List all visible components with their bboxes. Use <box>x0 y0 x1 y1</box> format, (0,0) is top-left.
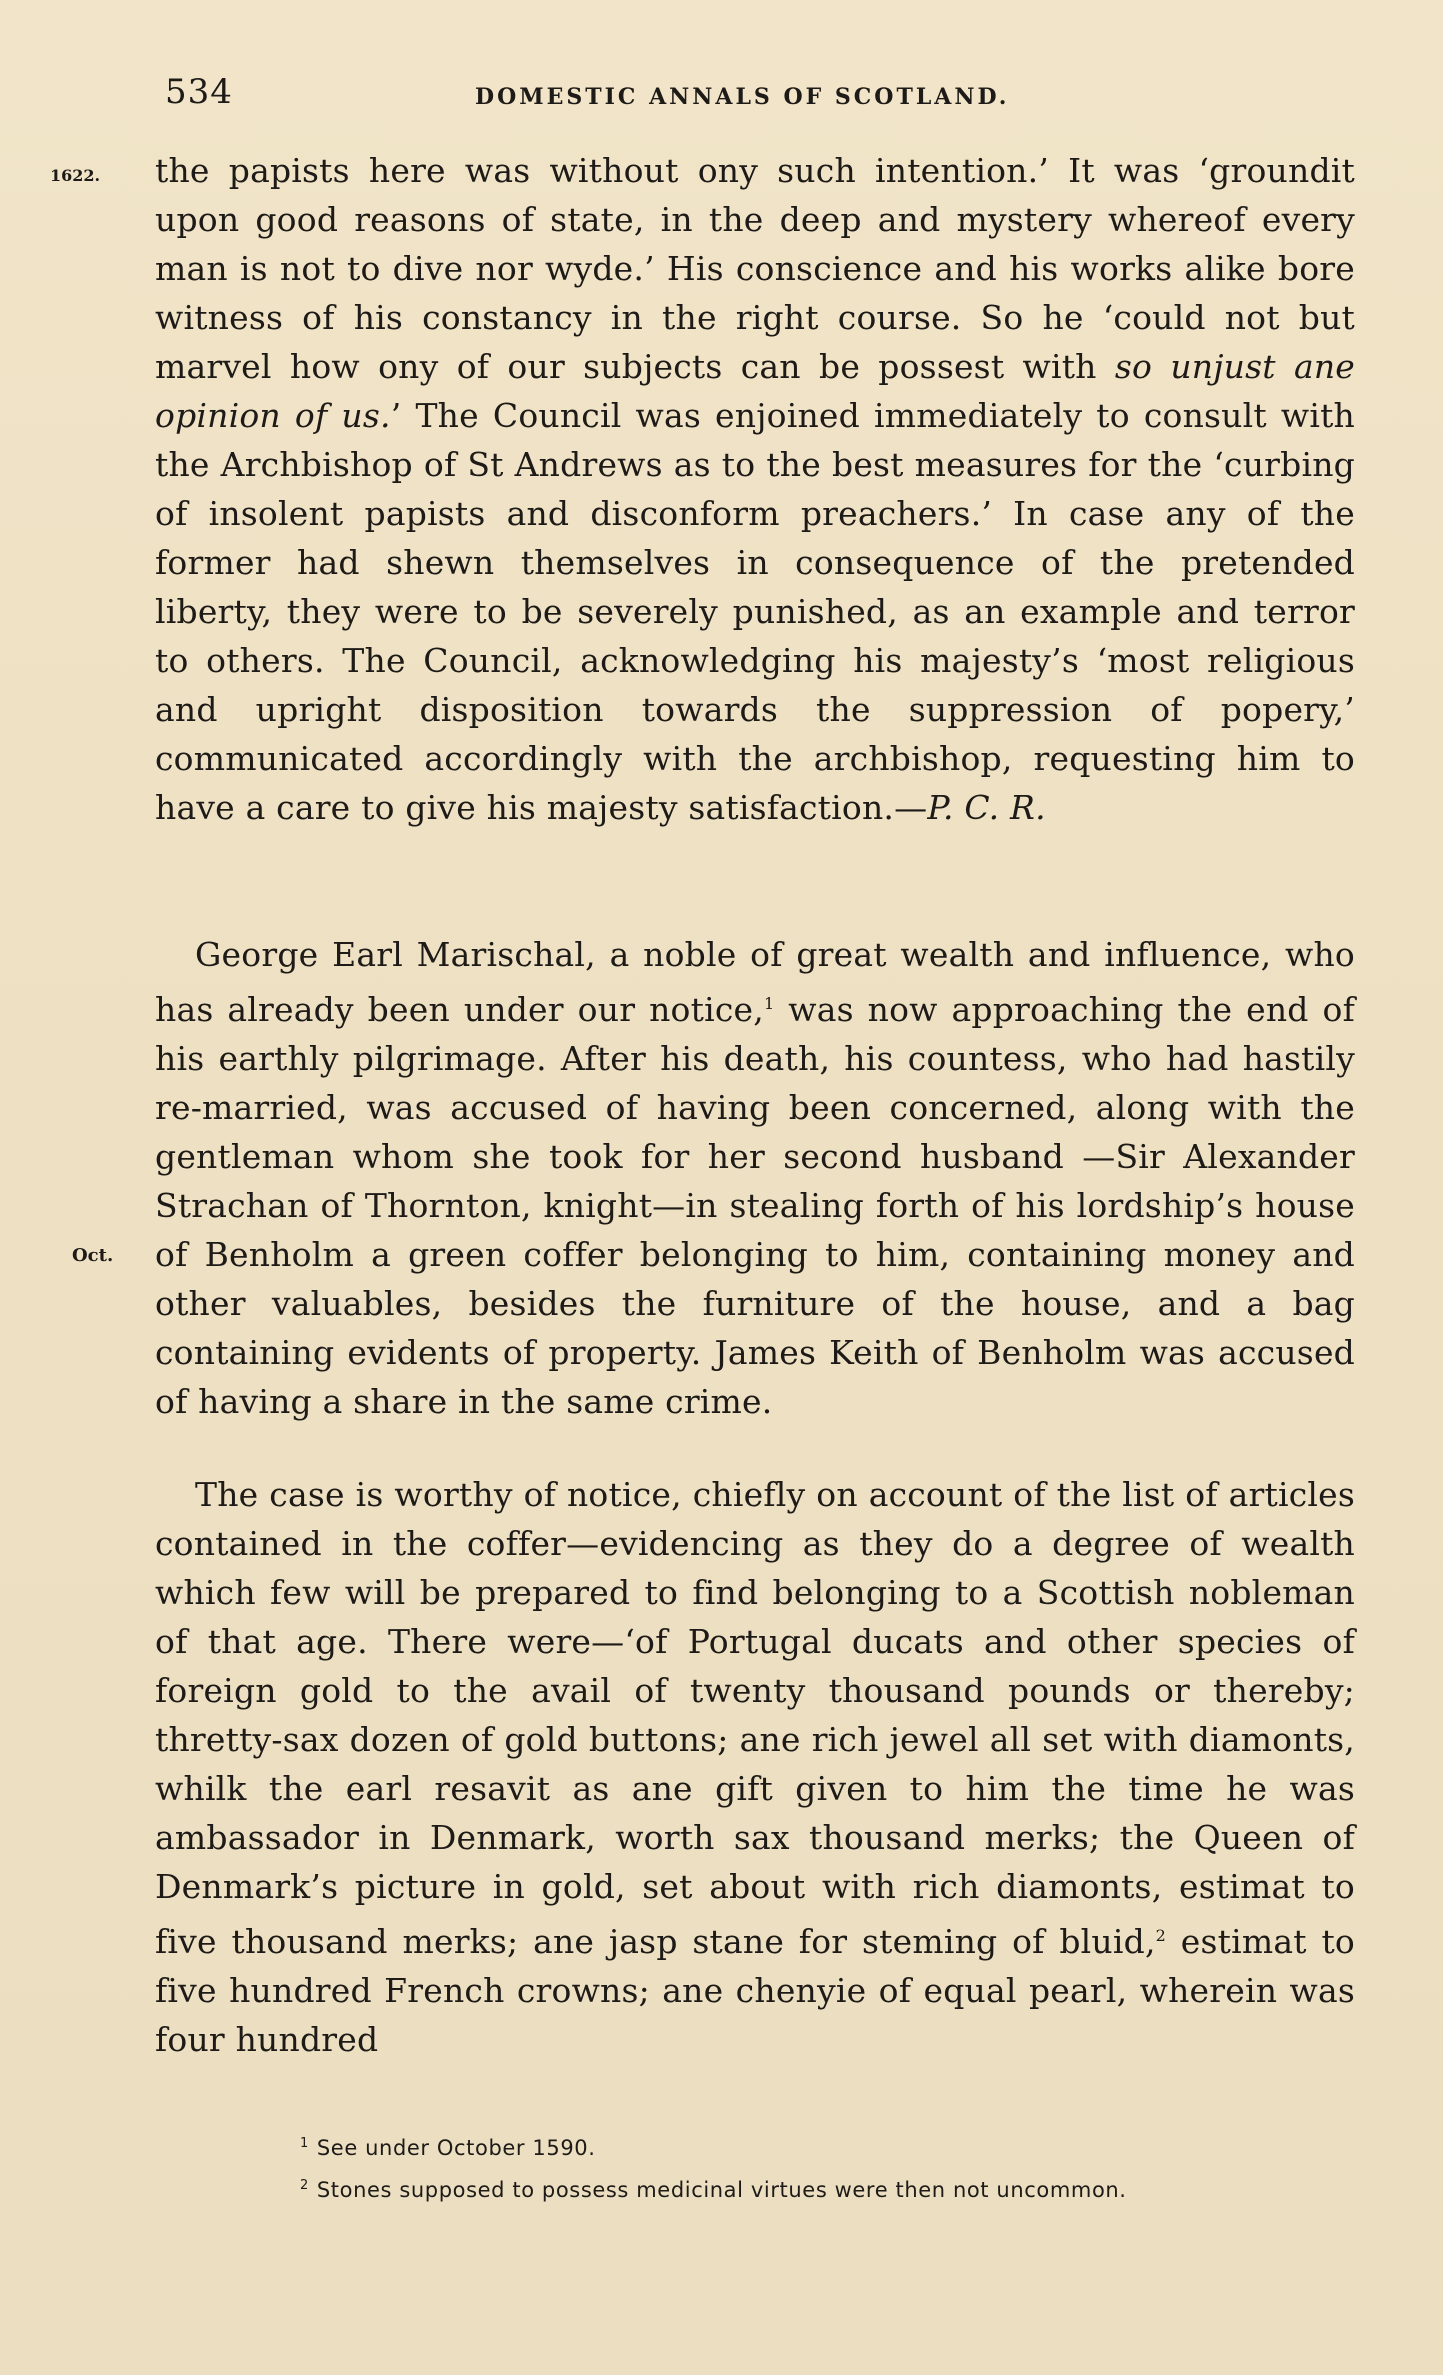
footnote-text: See under October 1590. <box>316 2136 596 2160</box>
footnote-mark: 2 <box>300 2178 309 2193</box>
paragraph-text: estimat to five hundred French crowns; ane chenyie of equal pearl, wherein was four hundred <box>155 1922 1355 2059</box>
footnotes <box>300 2125 1300 2209</box>
footnote-text: Stones supposed to possess medicinal virtues were then not uncommon. <box>316 2178 1127 2202</box>
paragraph-continuation <box>155 146 1355 832</box>
footnote-1 <box>300 2125 1300 2167</box>
source-citation: P. C. R. <box>927 788 1046 827</box>
footnote-2 <box>300 2167 1300 2209</box>
paragraph-text: George Earl Marischal, a noble of great wealth and influence, who has already been under our notice, <box>155 935 1355 1029</box>
paragraph-text: ’ The Council was enjoined immediately to consult with the Archbishop of St Andrews as to the best measures for the ‘curbing of insolent papists and disconform preachers.’ In case any of the former had shewn themselves in consequence of the pretended liberty, they were to be severely punished, as an example and terror to others. The Council, acknowledging his majesty’s ‘most religious and upright disposition towards the suppression of popery,’ communicated accordingly with the archbishop, requesting him to have a care to give his majesty satisfaction.— <box>155 396 1355 827</box>
margin-month: Oct. <box>72 1245 114 1266</box>
paragraph-text: was now approaching the end of his earthly pilgrimage. After his death, his countess, who had hastily re-married, was accused of having been concerned, along with the gentleman whom she took for her second husband —Sir Alexander Strachan of Thornton, knight—in stealing forth of his lordship’s house of Benholm a green coffer belonging to him, containing money and other valuables, besides the furniture of the house, and a bag containing evidents of property. James Keith of Benholm was accused of having a share in the same crime. <box>155 990 1355 1421</box>
page-header <box>165 72 1355 122</box>
paragraph-text: The case is worthy of notice, chiefly on account of the list of articles contained in the coffer—evidencing as they do a degree of wealth which few will be prepared to find belonging to a Scottish nobleman of that age. There were—‘of Portugal ducats and other species of foreign gold to the avail of twenty thousand pounds or thereby; thretty-sax dozen of gold buttons; ane rich jewel all set with diamonts, whilk the earl resavit as ane gift given to him the time he was ambassador in Denmark, worth sax thousand merks; the Queen of Denmark’s picture in gold, set about with rich diamonts, estimat to five thousand merks; ane jasp stane for steming of bluid, <box>155 1475 1355 1961</box>
paragraph-text: the papists here was without ony such intention.’ It was ‘groundit upon good reasons of state, in the deep and mystery whereof every man is not to dive nor wyde.’ His conscience and his works alike bore witness of his constancy in the right course. So he ‘could not but marvel how ony of our subjects can be possest with <box>155 151 1355 386</box>
paragraph-coffer-list <box>155 1470 1355 2064</box>
margin-year: 1622. <box>50 166 101 185</box>
paragraph-earl-marischal <box>155 930 1355 1426</box>
footnote-marker: 2 <box>1155 1926 1167 1945</box>
running-head: DOMESTIC ANNALS OF SCOTLAND. <box>475 84 1010 110</box>
italic-quote: so unjust ane opinion of us. <box>155 347 1355 435</box>
footnote-marker: 1 <box>763 994 775 1013</box>
footnote-mark: 1 <box>300 2136 309 2151</box>
page-number: 534 <box>165 72 233 112</box>
